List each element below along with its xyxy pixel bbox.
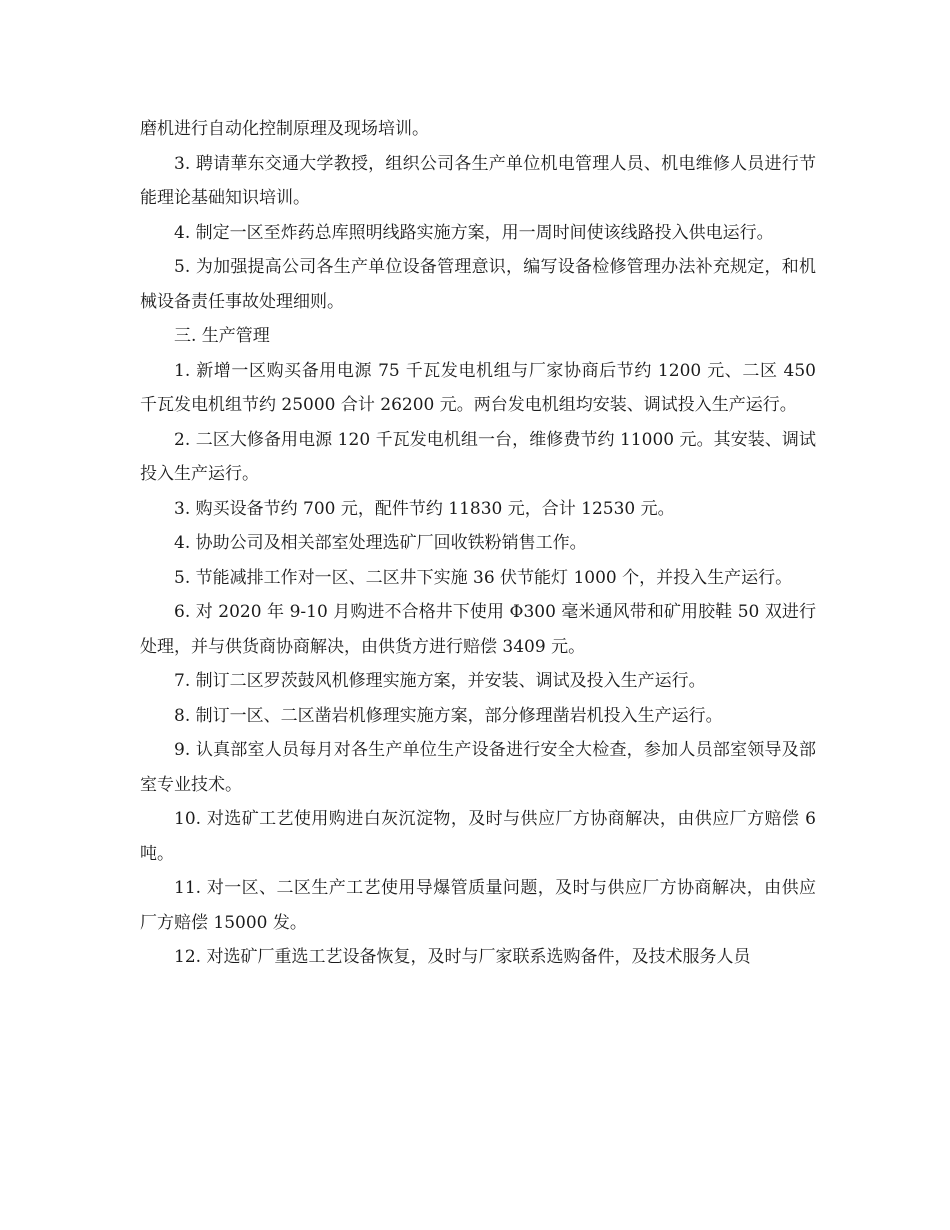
paragraph: 2. 二区大修备用电源 120 千瓦发电机组一台，维修费节约 11000 元。其安装、调试投入生产运行。 [140,429,816,484]
section-heading: 三. 生产管理 [174,326,270,346]
paragraph: 6. 对 2020 年 9-10 月购进不合格井下使用 Φ300 毫米通风带和矿用胶鞋 50 双进行处理，并与供货商协商解决，由供货方进行赔偿 3409 元。 [140,602,816,657]
paragraph: 5. 为加强提高公司各生产单位设备管理意识，编写设备检修管理办法补充规定，和机械设备责任事故处理细则。 [140,257,816,312]
paragraph: 8. 制订一区、二区凿岩机修理实施方案，部分修理凿岩机投入生产运行。 [174,705,723,726]
paragraph: 5. 节能减排工作对一区、二区井下实施 36 伏节能灯 1000 个，并投入生产运行。 [174,567,793,588]
paragraph: 磨机进行自动化控制原理及现场培训。 [140,119,429,139]
paragraph: 1. 新增一区购买备用电源 75 千瓦发电机组与厂家协商后节约 1200 元、二区 450 千瓦发电机组节约 25000 合计 26200 元。两台发电机组均安装、调试投入生产运行。 [140,360,816,415]
paragraph: 7. 制订二区罗茨鼓风机修理实施方案，并安装、调试及投入生产运行。 [174,671,706,691]
paragraph: 9. 认真部室人员每月对各生产单位生产设备进行安全大检查，参加人员部室领导及部室专业技术。 [140,740,816,795]
paragraph: 3. 购买设备节约 700 元，配件节约 11830 元，合计 12530 元。 [174,498,675,519]
document-body [140,112,816,975]
paragraph: 11. 对一区、二区生产工艺使用导爆管质量问题，及时与供应厂方协商解决，由供应厂方赔偿 15000 发。 [140,878,816,933]
paragraph: 12. 对选矿厂重选工艺设备恢复，及时与厂家联系选购备件，及技术服务人员 [174,947,751,967]
paragraph: 10. 对选矿工艺使用购进白灰沉淀物，及时与供应厂方协商解决，由供应厂方赔偿 6 吨。 [140,809,816,864]
paragraph: 4. 协助公司及相关部室处理选矿厂回收铁粉销售工作。 [174,533,587,553]
paragraph: 3. 聘请華东交通大学教授，组织公司各生产单位机电管理人员、机电维修人员进行节能理论基础知识培训。 [140,153,816,208]
paragraph: 4. 制定一区至炸药总库照明线路实施方案，用一周时间使该线路投入供电运行。 [174,222,774,243]
